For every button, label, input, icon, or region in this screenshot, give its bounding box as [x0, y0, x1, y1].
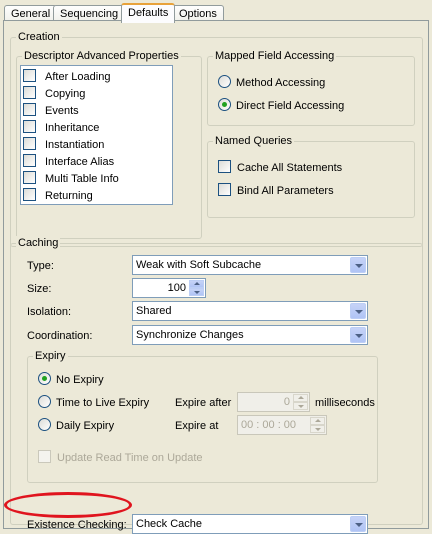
radio-selected-icon[interactable] [218, 98, 231, 111]
radio-icon[interactable] [38, 395, 51, 408]
list-item[interactable]: Instantiation [23, 137, 104, 153]
list-item[interactable]: Events [23, 103, 79, 119]
radio-icon[interactable] [38, 418, 51, 431]
expiry-group [27, 350, 378, 483]
spin-down-icon[interactable] [189, 288, 204, 296]
checkbox-icon[interactable] [23, 171, 36, 184]
checkbox-icon[interactable] [23, 188, 36, 201]
mapped-field-title: Mapped Field Accessing [215, 50, 335, 62]
coordination-combo[interactable]: Synchronize Changes [132, 325, 368, 345]
spin-down-icon[interactable] [310, 425, 325, 433]
caching-group [10, 237, 423, 531]
checkbox-icon[interactable] [218, 183, 231, 196]
named-queries-group [207, 135, 415, 218]
tab-sequencing[interactable]: Sequencing [53, 5, 125, 22]
bind-all-parameters-checkbox[interactable]: Bind All Parameters [218, 183, 334, 199]
chevron-down-icon[interactable] [350, 257, 366, 273]
list-item[interactable]: Returning [23, 188, 93, 204]
checkbox-icon[interactable] [38, 450, 51, 463]
defaults-panel [3, 20, 429, 529]
descriptor-title: Descriptor Advanced Properties [24, 50, 179, 62]
spin-up-icon[interactable] [310, 417, 325, 425]
creation-title: Creation [18, 31, 60, 43]
mapped-field-group [207, 50, 415, 126]
type-label: Type: [27, 260, 54, 272]
expire-after-stepper[interactable]: 0 [237, 392, 310, 412]
list-item[interactable]: Copying [23, 86, 85, 102]
no-expiry-radio[interactable]: No Expiry [38, 372, 104, 388]
spin-up-icon[interactable] [293, 394, 308, 402]
descriptor-group [16, 50, 202, 239]
spin-down-icon[interactable] [293, 402, 308, 410]
checkbox-icon[interactable] [23, 103, 36, 116]
creation-group [10, 31, 423, 247]
list-item[interactable]: Inheritance [23, 120, 99, 136]
checkbox-icon[interactable] [23, 137, 36, 150]
expire-at-time-field[interactable]: 00 : 00 : 00 [237, 415, 327, 435]
list-item[interactable]: After Loading [23, 69, 110, 85]
caching-title: Caching [18, 237, 59, 249]
cache-all-statements-checkbox[interactable]: Cache All Statements [218, 160, 342, 176]
chevron-down-icon[interactable] [350, 303, 366, 319]
expiry-title: Expiry [35, 350, 66, 362]
chevron-down-icon[interactable] [350, 516, 366, 532]
checkbox-icon[interactable] [23, 154, 36, 167]
expire-after-label: Expire after [175, 397, 232, 409]
tab-defaults[interactable]: Defaults [121, 3, 175, 23]
checkbox-icon[interactable] [23, 120, 36, 133]
direct-field-accessing-radio[interactable]: Direct Field Accessing [218, 98, 344, 114]
radio-icon[interactable] [218, 75, 231, 88]
daily-expiry-radio[interactable]: Daily Expiry [38, 418, 114, 434]
time-to-live-radio[interactable]: Time to Live Expiry [38, 395, 149, 411]
isolation-label: Isolation: [27, 306, 72, 318]
expire-at-label: Expire at [175, 420, 219, 432]
method-accessing-radio[interactable]: Method Accessing [218, 75, 325, 91]
milliseconds-label: milliseconds [315, 397, 375, 409]
isolation-combo[interactable]: Shared [132, 301, 368, 321]
tab-options[interactable]: Options [172, 5, 224, 22]
type-combo[interactable]: Weak with Soft Subcache [132, 255, 368, 275]
coordination-label: Coordination: [27, 330, 93, 342]
update-read-time-checkbox[interactable]: Update Read Time on Update [38, 450, 203, 466]
radio-selected-icon[interactable] [38, 372, 51, 385]
existence-checking-label: Existence Checking: [27, 519, 127, 531]
checkbox-icon[interactable] [23, 86, 36, 99]
tab-general[interactable]: General [4, 5, 57, 22]
named-queries-title: Named Queries [215, 135, 293, 147]
size-label: Size: [27, 283, 52, 295]
size-stepper[interactable]: 100 [132, 278, 206, 298]
list-item[interactable]: Multi Table Info [23, 171, 119, 187]
descriptor-list [20, 65, 173, 205]
spin-up-icon[interactable] [189, 280, 204, 288]
checkbox-icon[interactable] [218, 160, 231, 173]
checkbox-icon[interactable] [23, 69, 36, 82]
list-item[interactable]: Interface Alias [23, 154, 114, 170]
chevron-down-icon[interactable] [350, 327, 366, 343]
existence-checking-combo[interactable]: Check Cache [132, 514, 368, 534]
